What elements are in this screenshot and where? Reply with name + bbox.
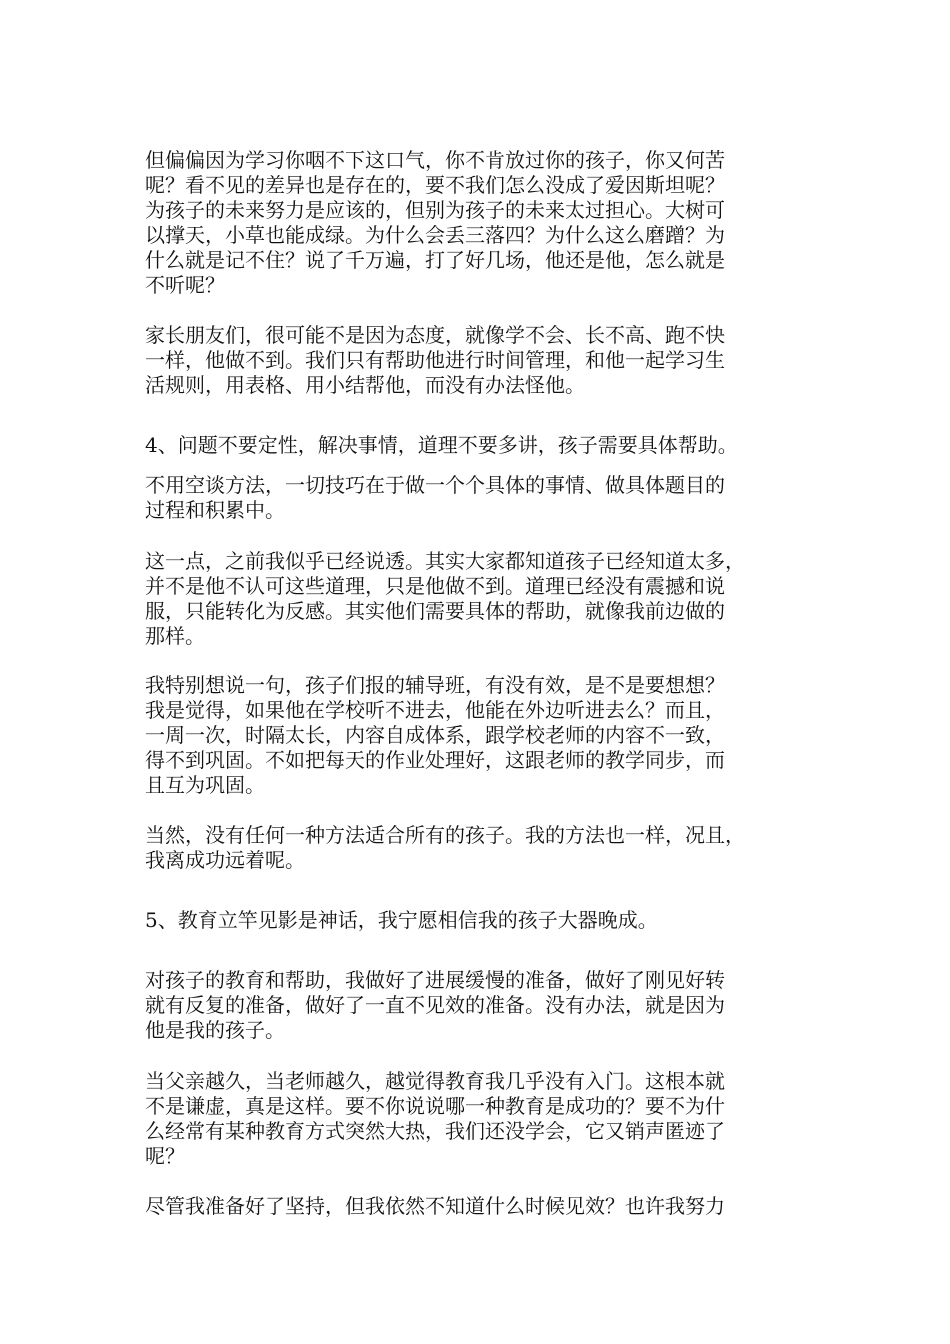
paragraph-no-empty-talk: 不用空谈方法，一切技巧在于做一个个具体的事情、做具体题目的 过程和积累中。	[145, 473, 725, 522]
paragraph-this-point: 这一点，之前我似乎已经说透。其实大家都知道孩子已经知道太多， 并不是他不认可这些道理，只是他做不到。道理已经没有震撼和说 服，只能转化为反感。其实他们需要具体的帮助，就像我前边做的 那样。	[145, 549, 745, 648]
paragraph-slow-progress: 对孩子的教育和帮助，我做好了进展缓慢的准备，做好了刚见好转 就有反复的准备，做好了一直不见效的准备。没有办法，就是因为 他是我的孩子。	[145, 968, 725, 1042]
paragraph-tutoring-classes: 我特别想说一句，孩子们报的辅导班，有没有效，是不是要想想？ 我是觉得，如果他在学校听不进去，他能在外边听进去么？而且， 一周一次，时隔太长，内容自成体系，跟学校老师的内容不一致， 得不到巩固。不如把每天的作业处理好，这跟老师的教学同步，而 且互为巩固。	[145, 673, 725, 797]
paragraph-father-teacher: 当父亲越久，当老师越久，越觉得教育我几乎没有入门。这根本就 不是谦虚，真是这样。要不你说说哪一种教育是成功的？要不为什 么经常有某种教育方式突然大热，我们还没学会，它又销声匿迹了 呢？	[145, 1069, 725, 1168]
paragraph-parents-friends: 家长朋友们，很可能不是因为态度，就像学不会、长不高、跑不快 一样，他做不到。我们只有帮助他进行时间管理，和他一起学习生 活规则，用表格、用小结帮他，而没有办法怪他。	[145, 323, 725, 397]
paragraph-no-universal-method: 当然，没有任何一种方法适合所有的孩子。我的方法也一样，况且， 我离成功远着呢。	[145, 823, 745, 872]
paragraph-persistence: 尽管我准备好了坚持，但我依然不知道什么时候见效？也许我努力	[145, 1194, 725, 1218]
paragraph-worry-about-child: 但偏偏因为学习你咽不下这口气，你不肯放过你的孩子，你又何苦 呢？看不见的差异也是存在的，要不我们怎么没成了爱因斯坦呢？ 为孩子的未来努力是应该的，但别为孩子的未来太过担心。大树可 以撑天，小草也能成绿。为什么会丢三落四？为什么这么磨蹭？为 什么就是记不住？说了千万遍，打了好几场，他还是他，怎么就是 不听呢？	[145, 148, 725, 297]
heading-point-5: 5、教育立竿见影是神话，我宁愿相信我的孩子大器晚成。	[145, 908, 658, 932]
heading-point-4: 4、问题不要定性，解决事情，道理不要多讲，孩子需要具体帮助。	[145, 433, 738, 457]
